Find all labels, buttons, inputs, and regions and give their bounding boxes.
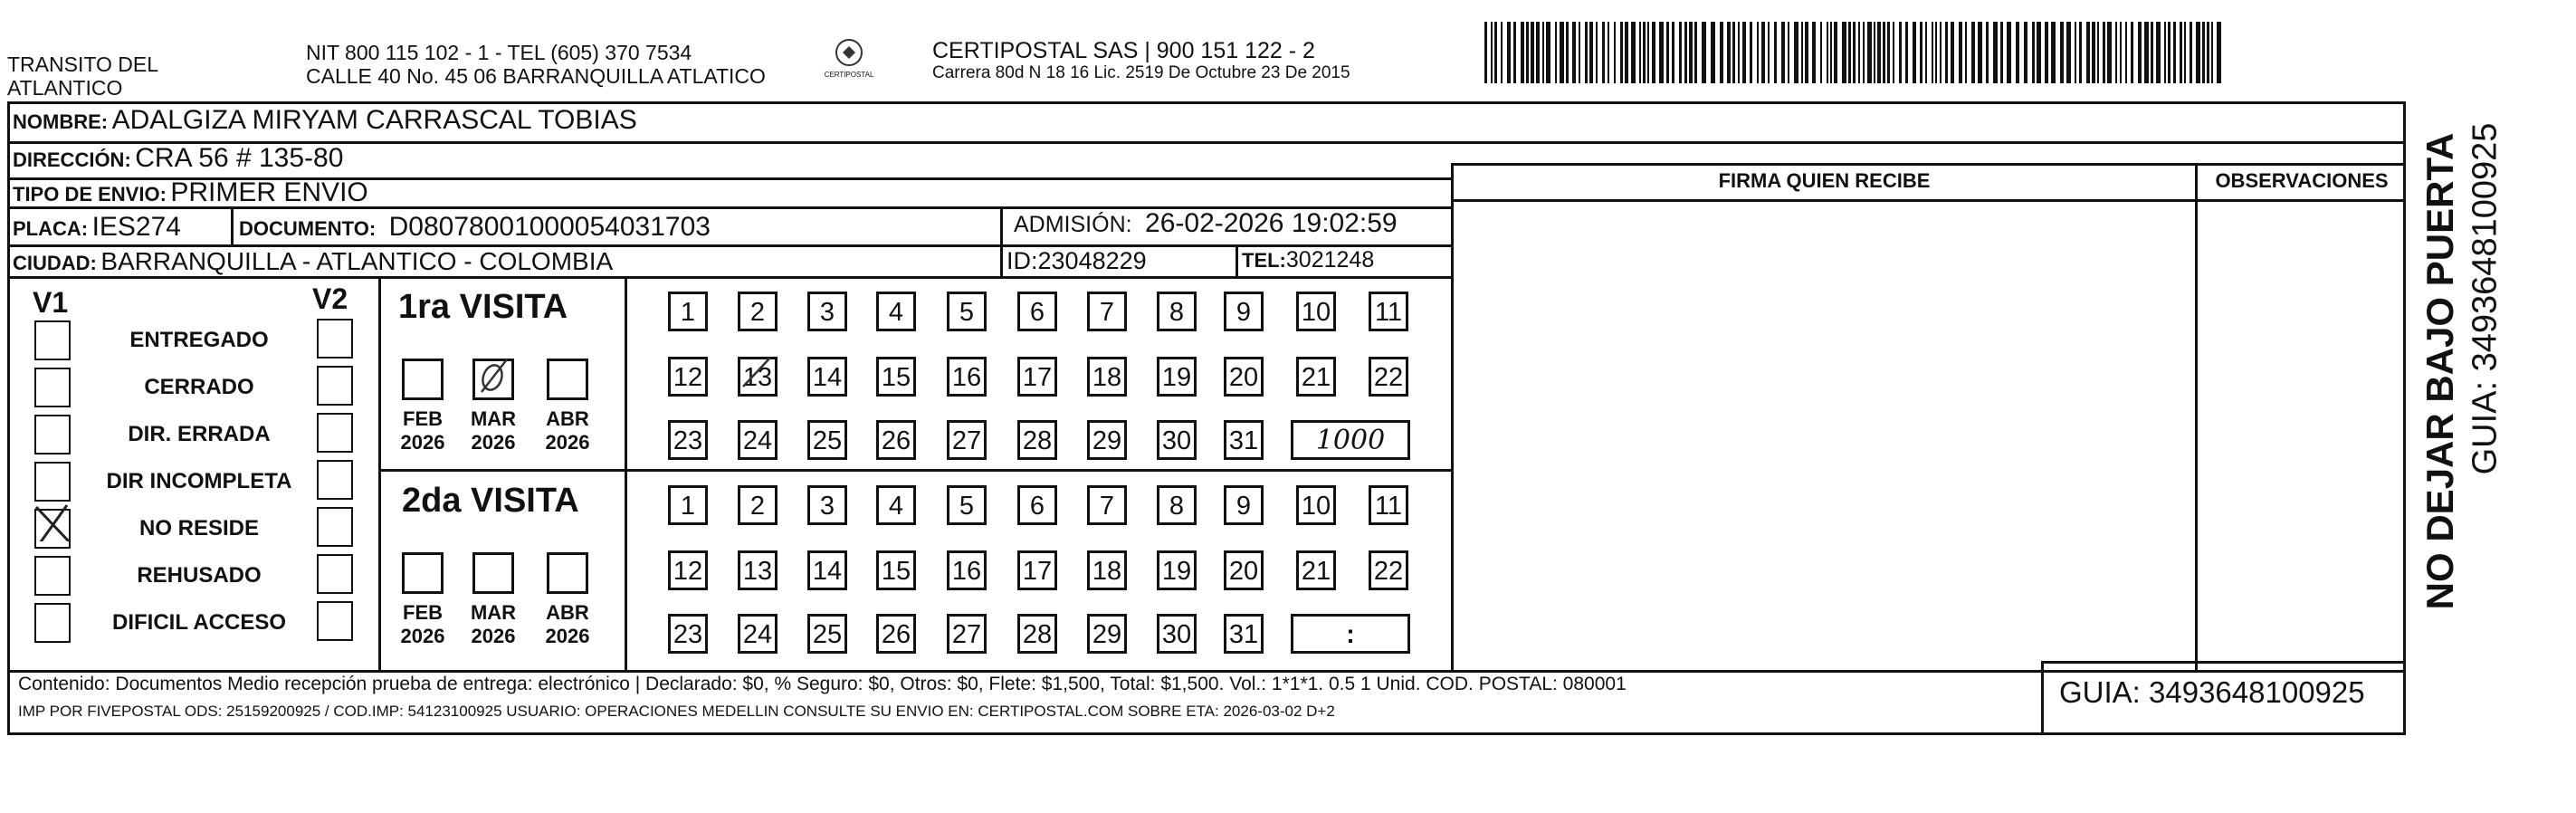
firma-header: FIRMA QUIEN RECIBE	[1718, 169, 1931, 192]
visit-2-day-27[interactable]: 27	[947, 614, 987, 654]
visit-2-day-26[interactable]: 26	[876, 614, 916, 654]
footer-divider	[7, 670, 2406, 673]
footer-imp: IMP POR FIVEPOSTAL ODS: 25159200925 / COD.IMP: 54123100925 USUARIO: OPERACIONES MEDELLIN CONSULTE SU ENVIO EN: CERTIPOSTAL.COM SOBRE ETA: 2026-03-02 D+2	[18, 703, 1335, 720]
visit-1-day-9[interactable]: 9	[1224, 292, 1264, 331]
documento-value: D08078001000054031703	[388, 212, 711, 242]
placa-value: IES274	[91, 212, 181, 242]
side-no-dejar: NO DEJAR BAJO PUERTA	[2419, 132, 2461, 610]
visit-1-day-16[interactable]: 16	[947, 357, 987, 397]
carrier-license: Carrera 80d N 18 16 Lic. 2519 De Octubre 23 De 2015	[932, 63, 1350, 82]
status-label-no-reside: NO RESIDE	[138, 516, 260, 540]
id-row: ID:23048229	[1007, 247, 1147, 274]
visit-2-month-feb-checkbox[interactable]	[402, 552, 444, 594]
observaciones-header: OBSERVACIONES	[2215, 169, 2389, 192]
sender-nit: NIT 800 115 102 - 1 - TEL (605) 370 7534	[306, 41, 692, 64]
id-value: 23048229	[1037, 247, 1147, 274]
ciudad-value: BARRANQUILLA - ATLANTICO - COLOMBIA	[100, 247, 614, 275]
visit-2-day-7[interactable]: 7	[1087, 485, 1127, 525]
visit-2-day-8[interactable]: 8	[1157, 485, 1197, 525]
v2-entregado-checkbox[interactable]	[317, 319, 353, 359]
carrier-info: CERTIPOSTAL SAS | 900 151 122 - 2	[932, 38, 1315, 63]
barcode	[1484, 22, 2225, 83]
visit-1-day-4[interactable]: 4	[876, 292, 916, 331]
visit-2-day-2[interactable]: 2	[738, 485, 778, 525]
visit-2-day-4[interactable]: 4	[876, 485, 916, 525]
visit-2-day-31[interactable]: 31	[1224, 614, 1264, 654]
visit-2-day-24[interactable]: 24	[738, 614, 778, 654]
visit-2-day-6[interactable]: 6	[1017, 485, 1057, 525]
visit-2-day-20[interactable]: 20	[1224, 550, 1264, 590]
visit-1-month-mar-label: MAR 2026	[470, 407, 517, 454]
status-label-dificil-acceso: DIFICIL ACCESO	[111, 610, 286, 635]
footer-contenido: Contenido: Documentos Medio recepción prueba de entrega: electrónico | Declarado: $0, % Seguro: $0, Otros: $0, Flete: $1,500, Total: $1,500. Vol.: 1*1*1. 0.5 1 Unid. COD. POSTAL: 080001	[18, 674, 1627, 694]
visit-2-day-16[interactable]: 16	[947, 550, 987, 590]
v2-no-reside-checkbox[interactable]	[317, 507, 353, 547]
visit-2-day-23[interactable]: 23	[668, 614, 708, 654]
visit-1-day-28[interactable]: 28	[1017, 420, 1057, 460]
direccion-value: CRA 56 # 135-80	[135, 143, 344, 173]
status-label-rehusado: REHUSADO	[137, 563, 262, 588]
visit-2-day-1[interactable]: 1	[668, 485, 708, 525]
admision-row: ADMISIÓN: 26-02-2026 19:02:59	[1014, 208, 1398, 238]
firma-column-divider	[1451, 163, 1454, 670]
sender-address: CALLE 40 No. 45 06 BARRANQUILLA ATLATICO	[306, 64, 766, 88]
visit-1-day-7[interactable]: 7	[1087, 292, 1127, 331]
visit-2-time-box[interactable]: :	[1291, 614, 1410, 654]
visit-2-day-5[interactable]: 5	[947, 485, 987, 525]
side-guia: GUIA: 3493648100925	[2466, 122, 2504, 475]
visit-1-day-2[interactable]: 2	[738, 292, 778, 331]
visit-2-title: 2da VISITA	[402, 482, 579, 520]
placa-row: PLACA: IES274	[13, 212, 181, 242]
visit-1-day-26[interactable]: 26	[876, 420, 916, 460]
visit-2-day-30[interactable]: 30	[1157, 614, 1197, 654]
visit-1-day-23[interactable]: 23	[668, 420, 708, 460]
visit-2-day-28[interactable]: 28	[1017, 614, 1057, 654]
visit-2-month-mar-checkbox[interactable]	[472, 552, 514, 594]
visit-1-day-10[interactable]: 10	[1296, 292, 1336, 331]
visit-2-month-abr-label: ABR 2026	[545, 601, 590, 647]
tel-value: 3021248	[1285, 247, 1375, 273]
visit-2-day-18[interactable]: 18	[1087, 550, 1127, 590]
status-label-dir-errada: DIR. ERRADA	[128, 422, 271, 446]
visit-1-day-14[interactable]: 14	[807, 357, 847, 397]
visit-1-day-6[interactable]: 6	[1017, 292, 1057, 331]
v1-entregado-checkbox[interactable]	[34, 320, 71, 360]
status-divider	[378, 276, 381, 670]
months-divider	[625, 276, 627, 670]
v1-dificil-acceso-checkbox[interactable]	[34, 603, 71, 643]
visit-1-day-20[interactable]: 20	[1224, 357, 1264, 397]
certipostal-logo: CERTIPOSTAL	[813, 36, 885, 91]
nombre-value: ADALGIZA MIRYAM CARRASCAL TOBIAS	[111, 105, 637, 135]
tipo-envio-value: PRIMER ENVIO	[170, 177, 368, 207]
visit-1-day-8[interactable]: 8	[1157, 292, 1197, 331]
status-label-dir-incompleta: DIR INCOMPLETA	[106, 469, 292, 493]
v1-rehusado-checkbox[interactable]	[34, 556, 71, 596]
visit-1-month-feb-checkbox[interactable]	[402, 359, 444, 400]
visit-1-day-18[interactable]: 18	[1087, 357, 1127, 397]
v2-rehusado-checkbox[interactable]	[317, 554, 353, 594]
visit-2-day-10[interactable]: 10	[1296, 485, 1336, 525]
visit-2-month-abr-checkbox[interactable]	[547, 552, 588, 594]
visit-1-day-27[interactable]: 27	[947, 420, 987, 460]
visit-2-day-17[interactable]: 17	[1017, 550, 1057, 590]
v1-header: V1	[33, 286, 69, 319]
visit-1-day-24[interactable]: 24	[738, 420, 778, 460]
visit-1-title: 1ra VISITA	[398, 288, 568, 326]
status-label-cerrado: CERRADO	[144, 375, 254, 399]
v1-no-reside-checkbox[interactable]	[34, 509, 71, 549]
visit-1-day-11[interactable]: 11	[1369, 292, 1408, 331]
v2-dificil-acceso-checkbox[interactable]	[317, 601, 353, 641]
admision-value: 26-02-2026 19:02:59	[1145, 208, 1398, 238]
visit-1-month-abr-label: ABR 2026	[545, 407, 590, 454]
visit-2-day-19[interactable]: 19	[1157, 550, 1197, 590]
visit-1-day-30[interactable]: 30	[1157, 420, 1197, 460]
visit-1-day-19[interactable]: 19	[1157, 357, 1197, 397]
visit-2-month-feb-label: FEB 2026	[400, 601, 445, 647]
visit-1-time-box[interactable]: 1000	[1291, 420, 1410, 460]
visit-1-day-21[interactable]: 21	[1296, 357, 1336, 397]
visit-1-month-feb-label: FEB 2026	[400, 407, 445, 454]
v2-header: V2	[312, 282, 348, 315]
visit-1-day-12[interactable]: 12	[668, 357, 708, 397]
direccion-row: DIRECCIÓN: CRA 56 # 135-80	[13, 143, 344, 173]
ciudad-row: CIUDAD: BARRANQUILLA - ATLANTICO - COLOMBIA	[13, 247, 614, 275]
visit-2-day-3[interactable]: 3	[807, 485, 847, 525]
visit-1-month-abr-checkbox[interactable]	[547, 359, 588, 400]
visit-1-day-31[interactable]: 31	[1224, 420, 1264, 460]
visit-2-day-15[interactable]: 15	[876, 550, 916, 590]
visit-1-day-1[interactable]: 1	[668, 292, 708, 331]
tel-row: TEL:3021248	[1242, 247, 1375, 273]
visit-1-month-mar-checkbox[interactable]	[472, 359, 514, 400]
v1-cerrado-checkbox[interactable]	[34, 368, 71, 407]
visit-1-day-17[interactable]: 17	[1017, 357, 1057, 397]
visit-2-day-21[interactable]: 21	[1296, 550, 1336, 590]
visit-2-day-13[interactable]: 13	[738, 550, 778, 590]
visit-2-day-29[interactable]: 29	[1087, 614, 1127, 654]
visit-2-day-25[interactable]: 25	[807, 614, 847, 654]
documento-row: DOCUMENTO: D08078001000054031703	[239, 212, 711, 242]
nombre-row: NOMBRE: ADALGIZA MIRYAM CARRASCAL TOBIAS	[13, 105, 637, 135]
footer-guia: GUIA: 3493648100925	[2059, 675, 2365, 709]
visit-2-month-mar-label: MAR 2026	[470, 601, 517, 647]
v1-dir-errada-checkbox[interactable]	[34, 415, 71, 454]
v2-dir-errada-checkbox[interactable]	[317, 413, 353, 453]
visit-1-day-15[interactable]: 15	[876, 357, 916, 397]
v1-dir-incompleta-checkbox[interactable]	[34, 462, 71, 502]
visit-divider	[378, 469, 1451, 472]
v2-cerrado-checkbox[interactable]	[317, 366, 353, 406]
tipo-envio-row: TIPO DE ENVIO: PRIMER ENVIO	[13, 177, 368, 207]
visit-2-day-22[interactable]: 22	[1369, 550, 1408, 590]
visit-2-day-9[interactable]: 9	[1224, 485, 1264, 525]
status-label-entregado: ENTREGADO	[129, 328, 269, 352]
observaciones-column-divider	[2195, 163, 2198, 670]
visit-1-day-5[interactable]: 5	[947, 292, 987, 331]
visit-1-day-3[interactable]: 3	[807, 292, 847, 331]
visit-2-day-11[interactable]: 11	[1369, 485, 1408, 525]
visit-2-day-12[interactable]: 12	[668, 550, 708, 590]
v2-dir-incompleta-checkbox[interactable]	[317, 460, 353, 500]
visit-1-day-29[interactable]: 29	[1087, 420, 1127, 460]
visit-1-day-13[interactable]: 13	[738, 357, 778, 397]
visit-1-day-22[interactable]: 22	[1369, 357, 1408, 397]
visit-1-day-25[interactable]: 25	[807, 420, 847, 460]
visit-2-day-14[interactable]: 14	[807, 550, 847, 590]
sender-name: TRANSITO DEL ATLANTICO	[7, 53, 158, 100]
